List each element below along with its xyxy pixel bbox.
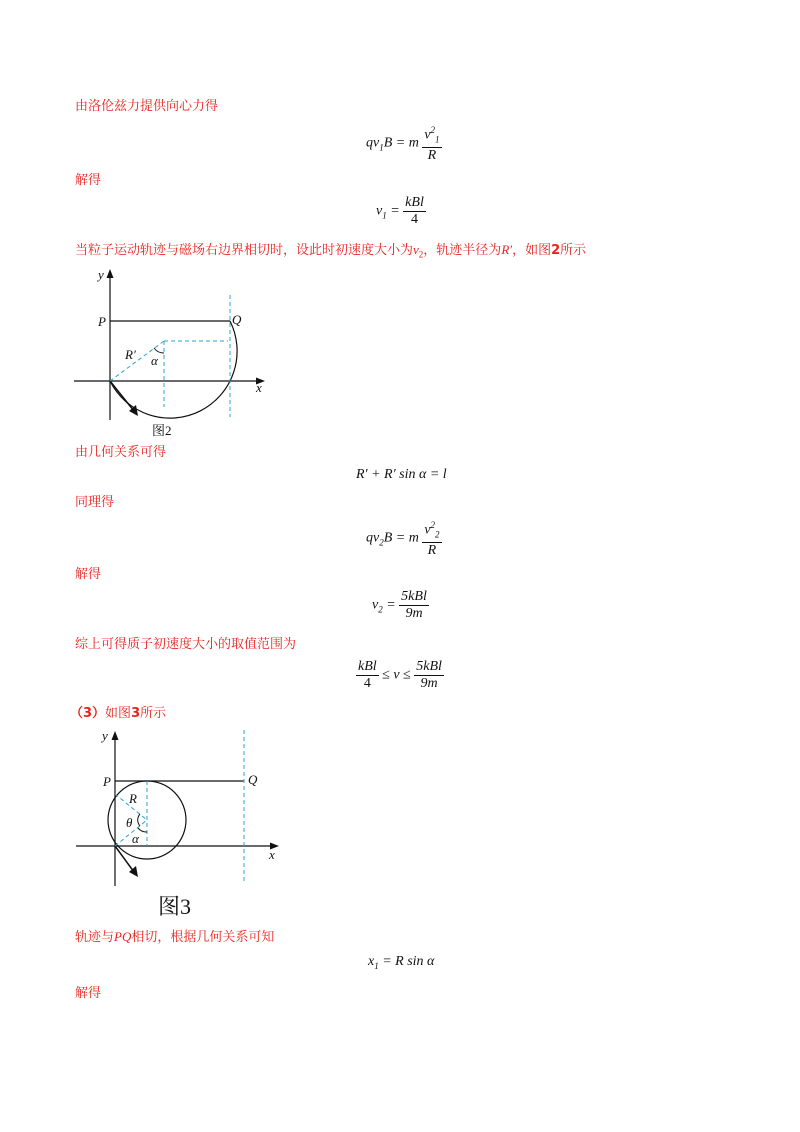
equation-velocity-range: $\frac{\text{kBl}}{4}$ ≤ v ≤ $\frac{\text{5kBl}}{9m}$	[358, 659, 442, 691]
radius-label: R	[129, 791, 137, 806]
point-p-label: P	[98, 314, 106, 329]
axis-y-label: y	[98, 267, 104, 282]
equation-v2-result: $v_2$ = $\frac{\text{5kBl}}{9m}$	[372, 589, 427, 621]
text-line: 解得	[75, 986, 102, 1001]
equation-lorentz-force-2: $qv_2B = m$ $\frac{v^2_2}{R}$	[366, 517, 442, 559]
point-q-label: Q	[232, 312, 242, 327]
text-line: 同理得	[75, 495, 115, 510]
text-line: 综上可得质子初速度大小的取值范围为	[75, 637, 297, 652]
figure-3-diagram	[72, 726, 287, 921]
text-line: 解得	[75, 567, 102, 582]
figure-2-caption: 图2	[152, 423, 172, 438]
text-line: 当粒子运动轨迹与磁场右边界相切时，设此时初速度大小为$v_2$，轨迹半径为R′，如图2所示	[75, 242, 587, 260]
angle-alpha-label: α	[151, 353, 158, 368]
angle-theta-label: θ	[126, 815, 133, 830]
point-p-label: P	[103, 774, 111, 789]
axis-x-label: x	[269, 847, 275, 862]
equation-v1-result: $v_1$ = $\frac{\text{kBl}}{4}$	[376, 195, 424, 227]
point-q-label: Q	[248, 772, 258, 787]
axis-x-label: x	[256, 380, 262, 395]
radius-label: R′	[125, 347, 136, 362]
text-line: 由洛伦兹力提供向心力得	[75, 99, 219, 114]
equation-x1: $x_1 = R$ sin α	[368, 954, 435, 971]
text-line: 轨迹与PQ相切，根据几何关系可知	[75, 929, 275, 945]
axis-y-label: y	[102, 728, 108, 743]
figure-3-caption: 图3	[158, 894, 192, 919]
angle-alpha-label: α	[132, 831, 139, 846]
text-line: 解得	[75, 173, 102, 188]
text-line: （3）如图3所示	[70, 706, 167, 721]
figure-2-diagram	[70, 265, 270, 440]
text-line: 由几何关系可得	[75, 445, 167, 460]
equation-geometry: R′ + R′ sin α = l	[356, 467, 447, 482]
equation-lorentz-force-1: $qv_1B = m$ $\frac{v^2_1}{R}$	[366, 122, 442, 164]
